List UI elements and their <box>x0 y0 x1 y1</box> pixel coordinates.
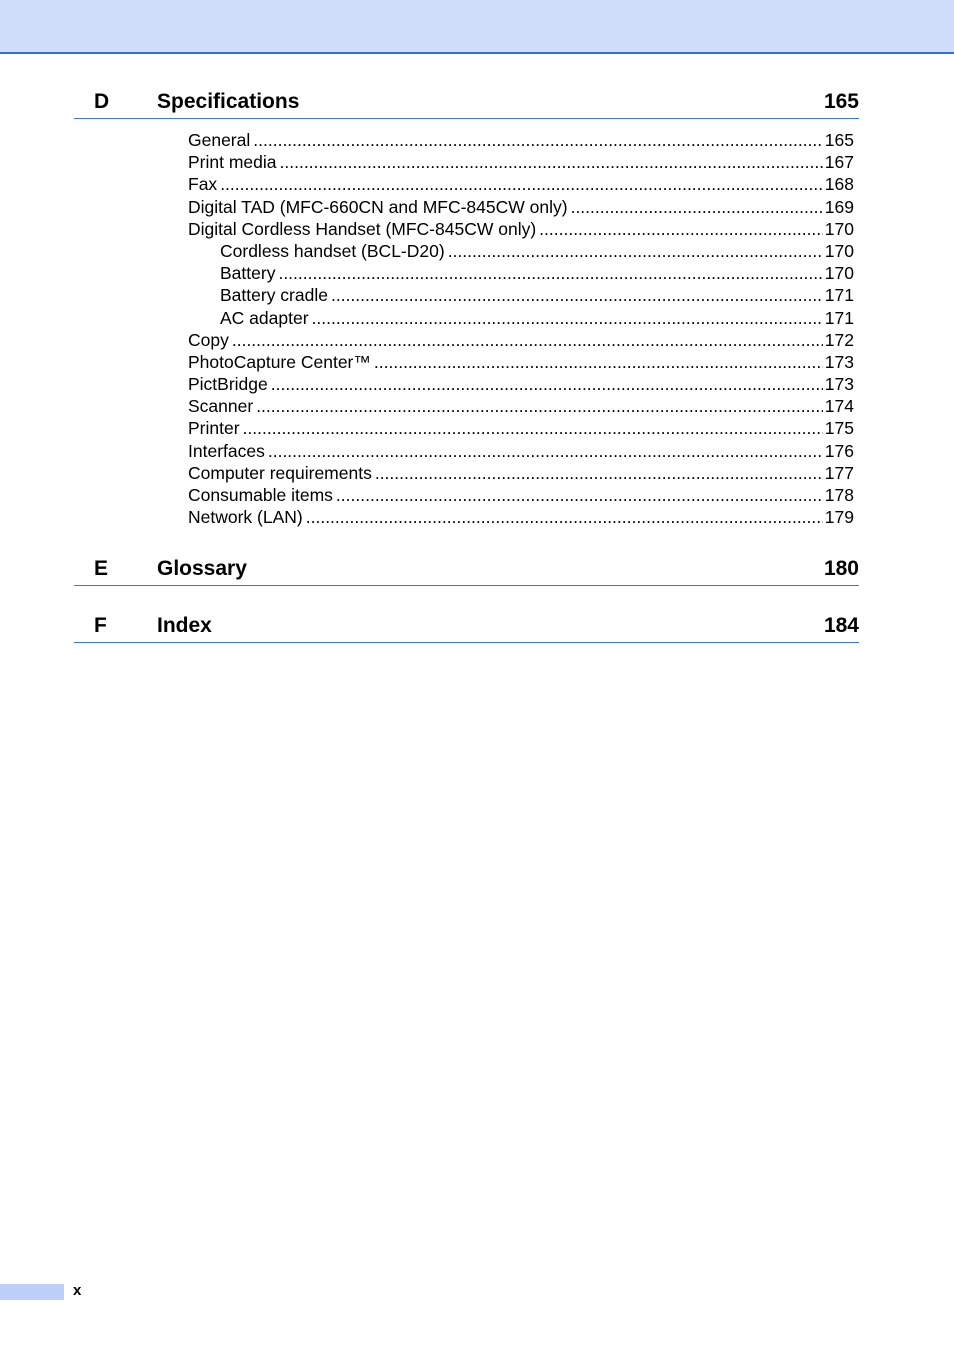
toc-entry-label: Print media <box>188 152 277 173</box>
toc-entry[interactable] <box>188 218 854 240</box>
toc-entry-page: 169 <box>824 196 854 217</box>
toc-entry-page: 178 <box>824 485 854 505</box>
toc-entry-label: PictBridge <box>188 374 268 395</box>
toc-entry[interactable] <box>188 506 854 528</box>
dot-leader <box>448 240 823 262</box>
footer-page-number: x <box>73 1282 82 1299</box>
toc-entry-page: 172 <box>824 329 854 350</box>
toc-entry-page: 173 <box>824 374 854 395</box>
toc-entry-page: 170 <box>824 240 854 261</box>
dot-leader <box>232 329 823 351</box>
toc-entry-label: Digital Cordless Handset (MFC-845CW only) <box>188 218 537 239</box>
chapter-title: Glossary <box>157 557 247 580</box>
chapter-page-number: 184 <box>823 614 859 637</box>
chapter-letter: F <box>94 614 107 637</box>
dot-leader <box>374 351 823 373</box>
toc-entry-page: 177 <box>824 462 854 483</box>
toc-entry-page: 179 <box>824 507 854 528</box>
toc-entry-label: Interfaces <box>188 440 265 461</box>
toc-subentry[interactable] <box>220 262 854 284</box>
chapter-heading-f[interactable] <box>74 612 859 643</box>
toc-subentry[interactable] <box>220 307 854 329</box>
toc-entry-label: Battery cradle <box>220 285 328 306</box>
chapter-title: Index <box>157 614 212 637</box>
toc-entry[interactable] <box>188 329 854 351</box>
toc-entry-page: 171 <box>824 285 854 306</box>
toc-entry-label: Fax <box>188 174 218 195</box>
chapter-page-number: 165 <box>823 90 859 113</box>
dot-leader <box>375 462 823 484</box>
chapter-letter: D <box>94 90 110 113</box>
toc-entry-label: Printer <box>188 418 240 439</box>
toc-subentry[interactable] <box>220 240 854 262</box>
dot-leader <box>256 395 823 417</box>
dot-leader <box>336 484 823 506</box>
toc-entry[interactable] <box>188 196 854 218</box>
toc-entry-page: 171 <box>824 307 854 328</box>
toc-entry-page: 175 <box>824 418 854 439</box>
dot-leader <box>331 284 823 306</box>
toc-entry-page: 176 <box>824 440 854 461</box>
toc-entry-label: Network (LAN) <box>188 507 303 528</box>
toc-entry[interactable] <box>188 395 854 417</box>
toc-entry-page: 165 <box>824 130 854 150</box>
toc-entry-page: 168 <box>824 174 854 195</box>
footer-band <box>0 1284 64 1300</box>
dot-leader <box>280 151 823 173</box>
toc-entry-label: AC adapter <box>220 307 309 328</box>
header-band <box>0 0 954 54</box>
chapter-heading-d[interactable] <box>74 88 859 119</box>
dot-leader <box>271 373 823 395</box>
dot-leader <box>253 129 823 151</box>
toc-entry-page: 167 <box>824 152 854 173</box>
toc-entry[interactable] <box>188 440 854 462</box>
toc-entry-label: Scanner <box>188 396 254 417</box>
toc-entry-label: Cordless handset (BCL-D20) <box>220 240 445 261</box>
toc-entry-page: 173 <box>824 351 854 372</box>
toc-entry-page: 170 <box>824 218 854 239</box>
toc-entry-page: 170 <box>824 263 854 284</box>
toc-entry-label: Computer requirements <box>188 462 372 483</box>
toc-entry[interactable] <box>188 484 854 506</box>
dot-leader <box>243 417 823 439</box>
dot-leader <box>312 307 823 329</box>
chapter-letter: E <box>94 557 109 580</box>
dot-leader <box>306 506 823 528</box>
toc-entry-label: Battery <box>220 263 276 284</box>
toc-entry[interactable] <box>188 462 854 484</box>
dot-leader <box>571 196 823 218</box>
dot-leader <box>278 262 822 284</box>
toc-entry-label: Copy <box>188 329 229 350</box>
toc-entry[interactable] <box>188 151 854 173</box>
toc-entry[interactable] <box>188 129 854 151</box>
dot-leader <box>268 440 823 462</box>
toc-entry[interactable] <box>188 173 854 195</box>
chapter-page-number: 180 <box>823 557 859 580</box>
dot-leader <box>539 218 823 240</box>
toc-entry[interactable] <box>188 373 854 395</box>
toc-entry-label: Digital TAD (MFC-660CN and MFC-845CW only) <box>188 196 568 217</box>
toc-entry-label: General <box>188 130 251 150</box>
toc-entry-label: PhotoCapture Center™ <box>188 351 371 372</box>
toc-entry[interactable] <box>188 417 854 439</box>
chapter-heading-e[interactable] <box>74 555 859 586</box>
toc-subentry[interactable] <box>220 284 854 306</box>
chapter-title: Specifications <box>157 90 300 113</box>
toc-entry[interactable] <box>188 351 854 373</box>
toc-entry-page: 174 <box>824 396 854 417</box>
toc-entry-label: Consumable items <box>188 485 333 505</box>
dot-leader <box>220 173 823 195</box>
toc-entry-list <box>0 129 954 528</box>
